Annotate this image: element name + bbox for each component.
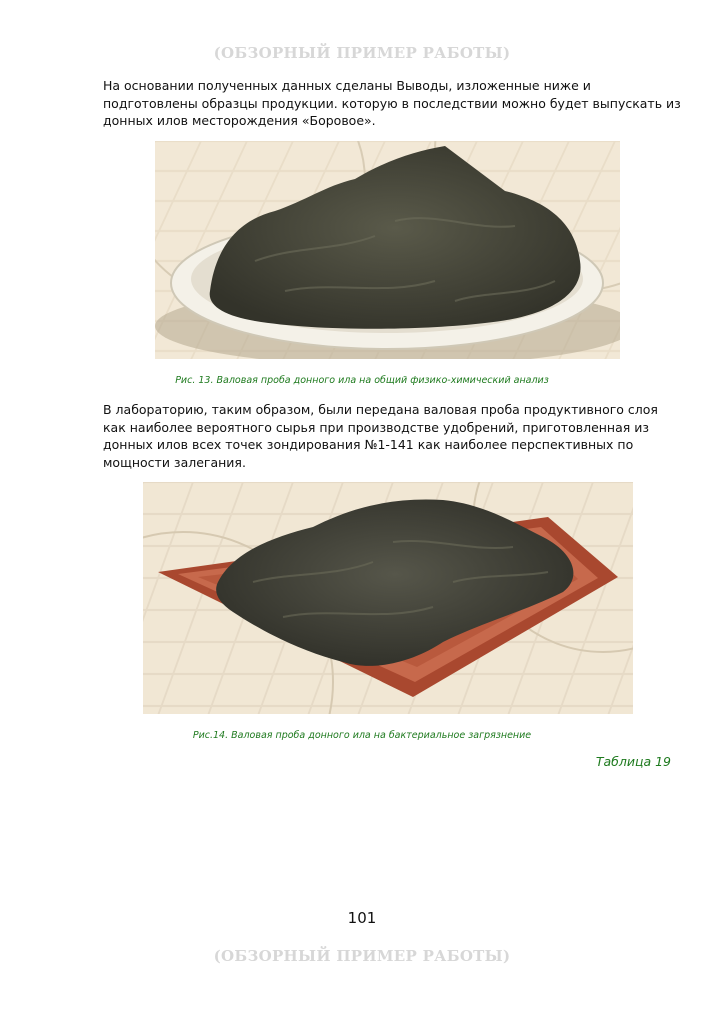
- page-number: 101: [347, 909, 377, 927]
- figure1-caption: [0, 375, 724, 386]
- intro-paragraph: На основании полученных данных сделаны Выводы, изложенные ниже и подготовлены образцы продукции. которую в последствии можно будет выпускать из донных илов месторождения «Боровое».: [103, 78, 681, 128]
- header-watermark: (ОБЗОРНЫЙ ПРИМЕР РАБОТЫ): [213, 44, 511, 62]
- figure1-caption-prefix: Рис: [175, 375, 193, 386]
- table-reference: Таблица 19: [595, 754, 671, 769]
- sludge-tray-photo: [143, 482, 633, 714]
- figure2-caption: Рис.14. Валовая проба донного ила на бактериальное загрязнение: [192, 730, 532, 741]
- sludge-plate-photo: [155, 141, 620, 359]
- figure1-caption-text: . 13. Валовая проба донного ила на общий физико-химический анализ: [192, 375, 549, 386]
- footer-watermark: (ОБЗОРНЫЙ ПРИМЕР РАБОТЫ): [213, 947, 511, 965]
- lab-paragraph: В лабораторию, таким образом, были передана валовая проба продуктивного слоя как наиболее вероятного сырья при производстве удобрений, приготовленная из донных илов всех точек зондирования №1-141 как наиболее перспективных по мощности залегания.: [103, 402, 658, 470]
